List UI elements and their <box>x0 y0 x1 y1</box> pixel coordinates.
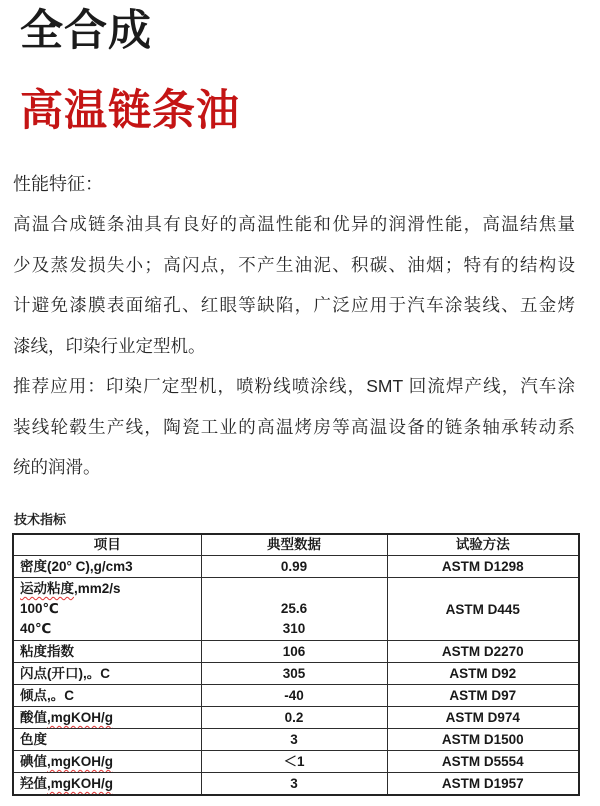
row-label <box>13 707 201 729</box>
row-label <box>13 578 201 641</box>
document-page <box>0 6 600 796</box>
row-value: 3 <box>201 729 387 751</box>
misspell-wavy-text: 运动粘度 <box>20 581 74 596</box>
row-method: ASTM D974 <box>387 707 579 729</box>
header-method: 试验方法 <box>387 534 579 556</box>
row-label <box>13 751 201 773</box>
table-row-acid-value <box>13 707 579 729</box>
misspell-wavy-text: ,mgKOH/g <box>47 710 113 725</box>
row-label <box>13 773 201 795</box>
table-row-hydroxyl-value <box>13 773 579 795</box>
row-label-text: 酸值 <box>20 710 47 725</box>
row-label: 粘度指数 <box>13 641 201 663</box>
text-line: 推荐应用：印染厂定型机，喷粉线喷涂线，SMT 回流焊产线，汽车涂 <box>13 376 575 396</box>
product-title-line2: 高温链条油 <box>20 87 240 135</box>
header-item: 项目 <box>13 534 201 556</box>
row-value: ＜1 <box>201 751 387 773</box>
viscosity-label-line <box>20 579 197 599</box>
text-line: 计避免漆膜表面缩孔、红眼等缺陷，广泛应用于汽车涂装线、五金烤 <box>13 295 575 315</box>
row-method: ASTM D445 <box>387 578 579 641</box>
table-caption: 技术指标 <box>14 511 67 527</box>
row-value: 305 <box>201 663 387 685</box>
viscosity-value-blank <box>206 579 383 599</box>
table-row-viscosity <box>13 578 579 641</box>
row-value: -40 <box>201 685 387 707</box>
text-line: 装线轮毂生产线，陶瓷工业的高温烤房等高温设备的链条轴承转动系 <box>13 416 575 437</box>
document-root <box>0 6 600 806</box>
row-method: ASTM D1500 <box>387 729 579 751</box>
row-label-text: 碘值 <box>20 754 47 769</box>
table-header-row <box>13 534 579 556</box>
row-value: 106 <box>201 641 387 663</box>
viscosity-value-40: 310 <box>282 621 306 636</box>
row-method: ASTM D1957 <box>387 773 579 795</box>
table-row-pour-point <box>13 685 579 707</box>
row-label-text: 羟值 <box>20 775 47 791</box>
performance-paragraph <box>13 204 575 366</box>
product-title-line1: 全合成 <box>20 7 152 55</box>
text-line: 高温合成链条油具有良好的高温性能和优异的润滑性能，高温结焦量 <box>13 214 575 234</box>
row-method: ASTM D92 <box>387 663 579 685</box>
row-label: 倾点,。C <box>13 685 201 707</box>
text-line: 漆线，印染行业定型机。 <box>13 335 206 356</box>
row-label: 密度(20° C),g/cm3 <box>13 556 201 578</box>
misspell-wavy-text: ,mgKOH/g <box>47 754 113 769</box>
viscosity-value-100: 25.6 <box>280 601 308 616</box>
table-row-iodine-value <box>13 751 579 773</box>
header-value: 典型数据 <box>201 534 387 556</box>
text-line: 统的润滑。 <box>13 457 101 477</box>
table-row-color <box>13 729 579 751</box>
performance-heading: 性能特征： <box>13 174 103 194</box>
row-value: 0.2 <box>201 707 387 729</box>
row-value <box>201 578 387 641</box>
viscosity-unit-text: ,mm2/s <box>74 581 121 596</box>
viscosity-temp-40: 40℃ <box>20 621 52 636</box>
table-row-viscosity-index <box>13 641 579 663</box>
row-method: ASTM D5554 <box>387 751 579 773</box>
text-line: 少及蒸发损失小；高闪点，不产生油泥、积碳、油烟；特有的结构设 <box>13 254 575 275</box>
misspell-wavy-text: ,mgKOH/g <box>47 775 113 791</box>
row-value: 3 <box>201 773 387 795</box>
row-label: 色度 <box>13 729 201 751</box>
viscosity-temp-100: 100℃ <box>20 601 59 616</box>
row-method: ASTM D2270 <box>387 641 579 663</box>
application-paragraph <box>13 366 575 488</box>
spec-table <box>12 533 580 796</box>
row-method: ASTM D97 <box>387 685 579 707</box>
row-label: 闪点(开口),。C <box>13 663 201 685</box>
table-row-density <box>13 556 579 578</box>
table-row-flash-point <box>13 663 579 685</box>
row-method: ASTM D1298 <box>387 556 579 578</box>
row-value: 0.99 <box>201 556 387 578</box>
